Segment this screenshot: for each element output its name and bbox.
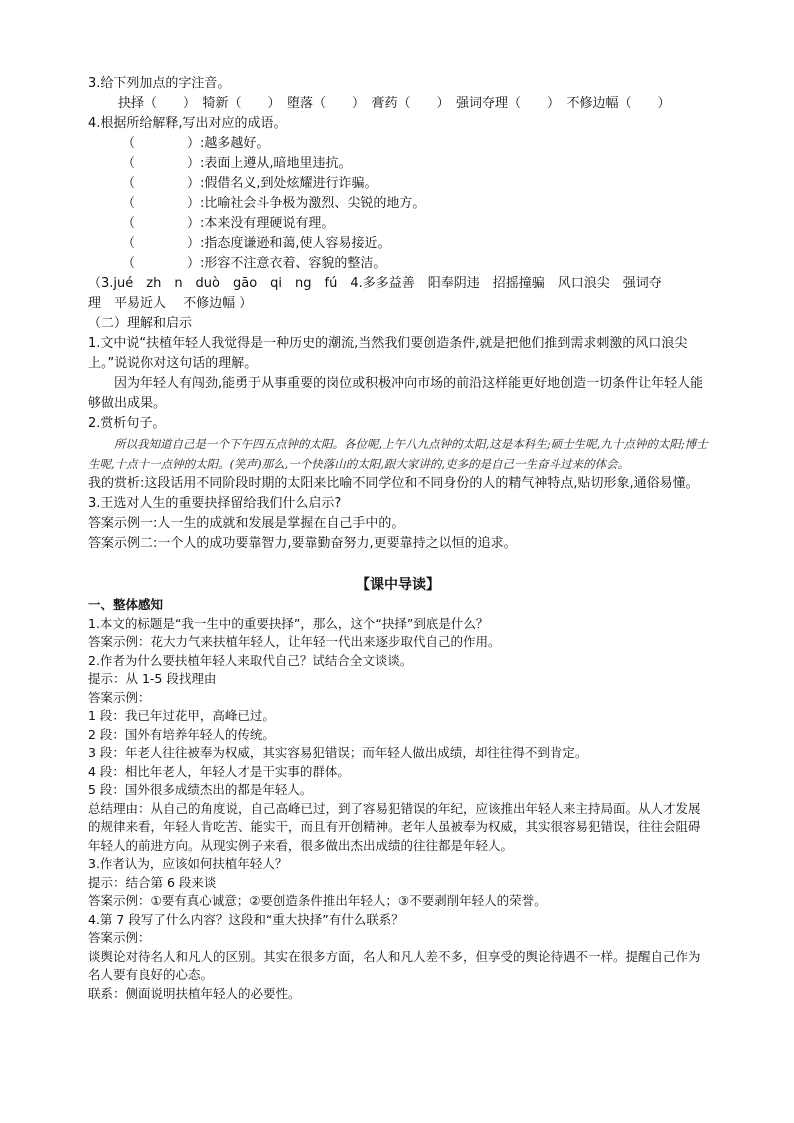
part2-q3-answer-2: 答案示例二:一个人的成功要靠智力,要靠勤奋努力,更要靠持之以恒的追求。 bbox=[88, 536, 517, 551]
document-page bbox=[88, 74, 708, 1003]
section-line: 3 段：年老人往往被奉为权威，其实容易犯错误；而年轻人做出成绩，却往往得不到肯定。 bbox=[88, 745, 588, 760]
section-link: 联系：侧面说明扶植年轻人的必要性。 bbox=[88, 985, 301, 1001]
section-title: 【课中导读】 bbox=[356, 577, 440, 593]
section-discuss: 谈舆论对待名人和凡人的区别。其实在很多方面，名人和凡人差不多，但享受的舆论待遇不一样。提醒自己作为名人要有良好的心态。 bbox=[88, 948, 701, 982]
q4-item: （ ）:越多越好。 bbox=[122, 136, 270, 151]
q3-title: 3.给下列加点的字注音。 bbox=[88, 76, 231, 91]
part2-q1: 1.文中说“扶植年轻人我觉得是一种历史的潮流,当然我们要创造条件,就是把他们推到需求刺激的风口浪尖上。”说说你对这句话的理解。 bbox=[88, 336, 688, 371]
part2-q3-title: 3.王选对人生的重要抉择留给我们什么启示? bbox=[88, 496, 342, 511]
section-line: 4.第 7 段写了什么内容？这段和“重大抉择”有什么联系？ bbox=[88, 911, 404, 927]
q4-item: （ ）:假借名义,到处炫耀进行诈骗。 bbox=[122, 176, 378, 191]
q4-answer-line: （3.jué zh n duò gāo qi ng fú 4.多多益善 阳奉阴违 招摇撞骗 风口浪尖 强词夺 bbox=[88, 276, 662, 291]
q4-item: （ ）:指态度谦逊和蔼,使人容易接近。 bbox=[122, 236, 391, 251]
part2-q2-title: 2.赏析句子。 bbox=[88, 416, 166, 431]
section-summary: 总结理由：从自己的角度说，自己高峰已过，到了容易犯错误的年纪，应该推出年轻人来主持局面。从人才发展的规律来看，年轻人肯吃苦、能实干，而且有开创精神。老年人虽被奉为权威，其实很容易犯错误，往往会阻碍年轻人的前进方向。从现实例子来看，很多做出杰出成绩的往往都是年轻人。 bbox=[88, 800, 701, 853]
section-line: 1 段：我已年过花甲，高峰已过。 bbox=[88, 708, 275, 723]
section-line: 2.作者为什么要扶植年轻人来取代自己？试结合全文谈谈。 bbox=[88, 652, 413, 668]
q4-item: （ ）:表面上遵从,暗地里违抗。 bbox=[122, 156, 352, 171]
section-line: 提示：结合第 6 段来谈 bbox=[88, 874, 217, 890]
section-line: 4 段：相比年老人，年轻人才是干实事的群体。 bbox=[88, 763, 350, 779]
q4-item: （ ）:本来没有理硬说有理。 bbox=[122, 216, 335, 231]
section-heading: 一、整体感知 bbox=[88, 597, 164, 612]
section-line: 答案示例： bbox=[88, 689, 151, 705]
section-line: 3.作者认为，应该如何扶植年轻人？ bbox=[88, 856, 288, 871]
q4-item: （ ）:比喻社会斗争极为激烈、尖锐的地方。 bbox=[122, 196, 426, 211]
q4-title: 4.根据所给解释,写出对应的成语。 bbox=[88, 116, 287, 131]
part2-q3-answer-1: 答案示例一:人一生的成就和发展是掌握在自己手中的。 bbox=[88, 516, 405, 531]
section-line: 提示：从 1-5 段找理由 bbox=[88, 671, 217, 686]
section-line: 答案示例： bbox=[88, 930, 151, 945]
q4-answer-line: 理 平易近人 不修边幅 ） bbox=[88, 296, 253, 311]
q3-items: 抉择（ ） 犄新（ ） 堕落（ ） 膏药（ ） 强词夺理（ ） 不修边幅（ ） bbox=[118, 96, 671, 111]
section-line: 1.本文的标题是“我一生中的重要抉择”，那么，这个“抉择”到底是什么？ bbox=[88, 615, 489, 631]
q4-item: （ ）:形容不注意衣着、容貌的整洁。 bbox=[122, 256, 387, 271]
part2-q2-answer: 我的赏析:这段话用不同阶段时期的太阳来比喻不同学位和不同身份的人的精气神特点,贴切形象,通俗易懂。 bbox=[88, 476, 699, 491]
section-line: 2 段：国外有培养年轻人的传统。 bbox=[88, 726, 275, 742]
section-line: 答案示例：花大力气来扶植年轻人，让年轻一代出来逐步取代自己的作用。 bbox=[88, 634, 501, 649]
part2-q1-answer: 因为年轻人有闯劲,能勇于从事重要的岗位或积极冲向市场的前沿这样能更好地创造一切条件让年轻人能够做出成果。 bbox=[88, 376, 704, 411]
part2-heading: （二）理解和启示 bbox=[88, 316, 193, 331]
section-line: 5 段：国外很多成绩杰出的都是年轻人。 bbox=[88, 782, 313, 797]
section-line: 答案示例：①要有真心诚意；②要创造条件推出年轻人；③不要剥削年轻人的荣誉。 bbox=[88, 893, 547, 908]
part2-q2-quote: 所以我知道自己是一个下午四五点钟的太阳。各位呢,上午八九点钟的太阳,这是本科生;硕士生呢,九十点钟的太阳;博士生呢,十点十一点钟的太阳。(笑声)那么,一个快落山的太阳,跟大家讲的,吏多的是自己一生奋斗过来的体会。 bbox=[88, 437, 708, 471]
